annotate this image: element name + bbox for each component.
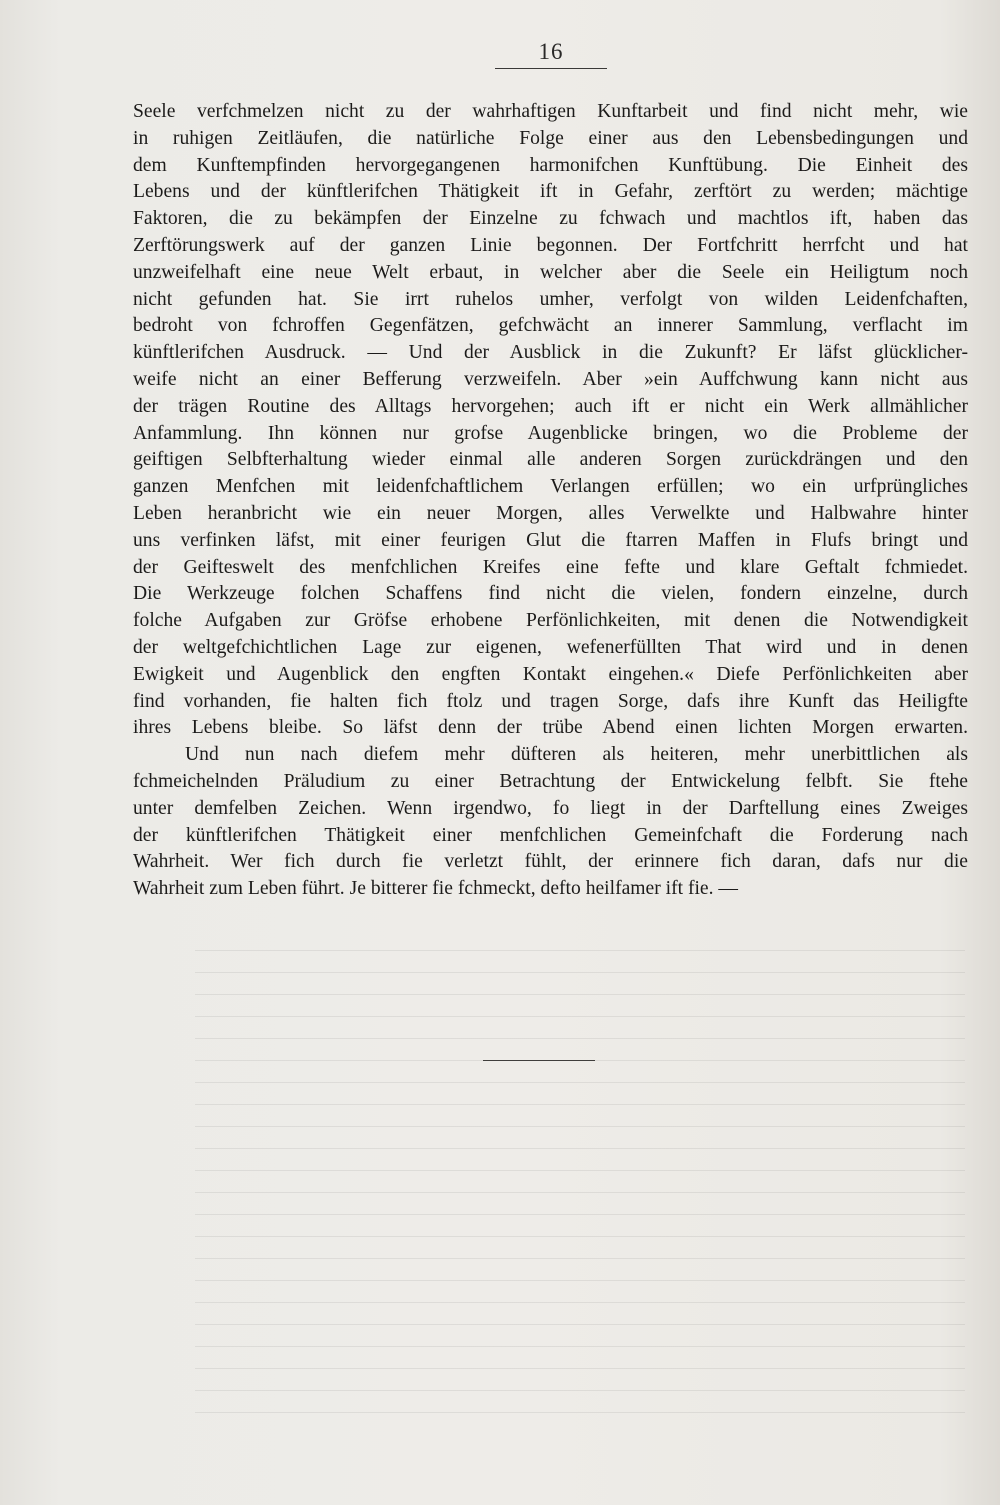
page-header — [495, 38, 607, 66]
text-line: Faktoren, die zu bekämpfen der Einzelne zu fchwach und machtlos ift, haben das — [133, 208, 968, 230]
text-line: Wahrheit. Wer fich durch fie verletzt fühlt, der erinnere fich daran, dafs nur die — [133, 851, 968, 873]
text-line: Leben heranbricht wie ein neuer Morgen, alles Verwelkte und Halbwahre hinter — [133, 502, 968, 524]
text-line: unter demfelben Zeichen. Wenn irgendwo, fo liegt in der Darftellung eines Zweiges — [133, 797, 968, 819]
text-line: Lebens und der künftlerifchen Thätigkeit ift in Gefahr, zerftört zu werden; mächtige — [133, 181, 968, 203]
text-line: in ruhigen Zeitläufen, die natürliche Folge einer aus den Lebensbedingungen und — [133, 127, 968, 149]
paragraph-1 — [133, 99, 968, 742]
body-text — [133, 99, 968, 903]
text-line: Wahrheit zum Leben führt. Je bitterer fie fchmeckt, defto heilfamer ift fie. — — [133, 878, 739, 900]
text-line: nicht gefunden hat. Sie irrt ruhelos umher, verfolgt von wilden Leidenfchaften, — [133, 288, 968, 310]
page-number: 16 — [538, 39, 564, 64]
text-line: ihres Lebens bleibe. So läfst denn der trübe Abend einen lichten Morgen erwarten. — [133, 717, 968, 739]
text-line: dem Kunftempfinden hervorgegangenen harmonifchen Kunftübung. Die Einheit des — [133, 154, 968, 176]
text-line: uns verfinken läfst, mit einer feurigen Glut die ftarren Maffen in Flufs bringt und — [133, 529, 968, 551]
text-line: künftlerifchen Ausdruck. — Und der Ausblick in die Zukunft? Er läfst glücklicher- — [133, 342, 968, 364]
header-rule — [495, 68, 607, 69]
text-line: der Geifteswelt des menfchlichen Kreifes eine fefte und klare Geftalt fchmiedet. — [133, 556, 968, 578]
text-line: Anfammlung. Ihn können nur grofse Augenblicke bringen, wo die Probleme der — [133, 422, 968, 444]
section-end-rule — [483, 1060, 595, 1061]
text-line: der künftlerifchen Thätigkeit einer menfchlichen Gemeinfchaft die Forderung nach — [133, 824, 968, 846]
text-line: unzweifelhaft eine neue Welt erbaut, in welcher aber die Seele ein Heiligtum noch — [133, 261, 968, 283]
text-line: geiftigen Selbfterhaltung wieder einmal alle anderen Sorgen zurückdrängen und den — [133, 449, 968, 471]
text-line: Ewigkeit und Augenblick den engften Kontakt eingehen.« Diefe Perfönlichkeiten aber — [133, 663, 968, 685]
text-line: Seele verfchmelzen nicht zu der wahrhaftigen Kunftarbeit und find nicht mehr, wie — [133, 101, 968, 122]
text-line: find vorhanden, fie halten fich ftolz und tragen Sorge, dafs ihre Kunft das Heiligfte — [133, 690, 968, 712]
show-through-texture — [195, 950, 965, 1420]
text-line: Zerftörungswerk auf der ganzen Linie begonnen. Der Fortfchritt herrfcht und hat — [133, 234, 968, 256]
text-line: bedroht von fchroffen Gegenfätzen, gefchwächt an innerer Sammlung, verflacht im — [133, 315, 968, 337]
text-line: Und nun nach diefem mehr düfteren als heiteren, mehr unerbittlichen als — [185, 744, 968, 766]
text-line: ganzen Menfchen mit leidenfchaftlichem Verlangen erfüllen; wo ein urfprüngliches — [133, 476, 968, 498]
text-line: Die Werkzeuge folchen Schaffens find nicht die vielen, fondern einzelne, durch — [133, 583, 968, 605]
text-line: der trägen Routine des Alltags hervorgehen; auch ift er nicht ein Werk allmählicher — [133, 395, 968, 417]
text-line: fchmeichelnden Präludium zu einer Betrachtung der Entwickelung felbft. Sie ftehe — [133, 770, 968, 792]
paragraph-2 — [133, 742, 968, 903]
text-line: folche Aufgaben zur Gröfse erhobene Perfönlichkeiten, mit denen die Notwendigkeit — [133, 610, 968, 632]
text-line: der weltgefchichtlichen Lage zur eigenen, wefenerfüllten That wird und in denen — [133, 636, 968, 658]
text-line: weife nicht an einer Befferung verzweifeln. Aber »ein Auffchwung kann nicht aus — [133, 368, 968, 390]
